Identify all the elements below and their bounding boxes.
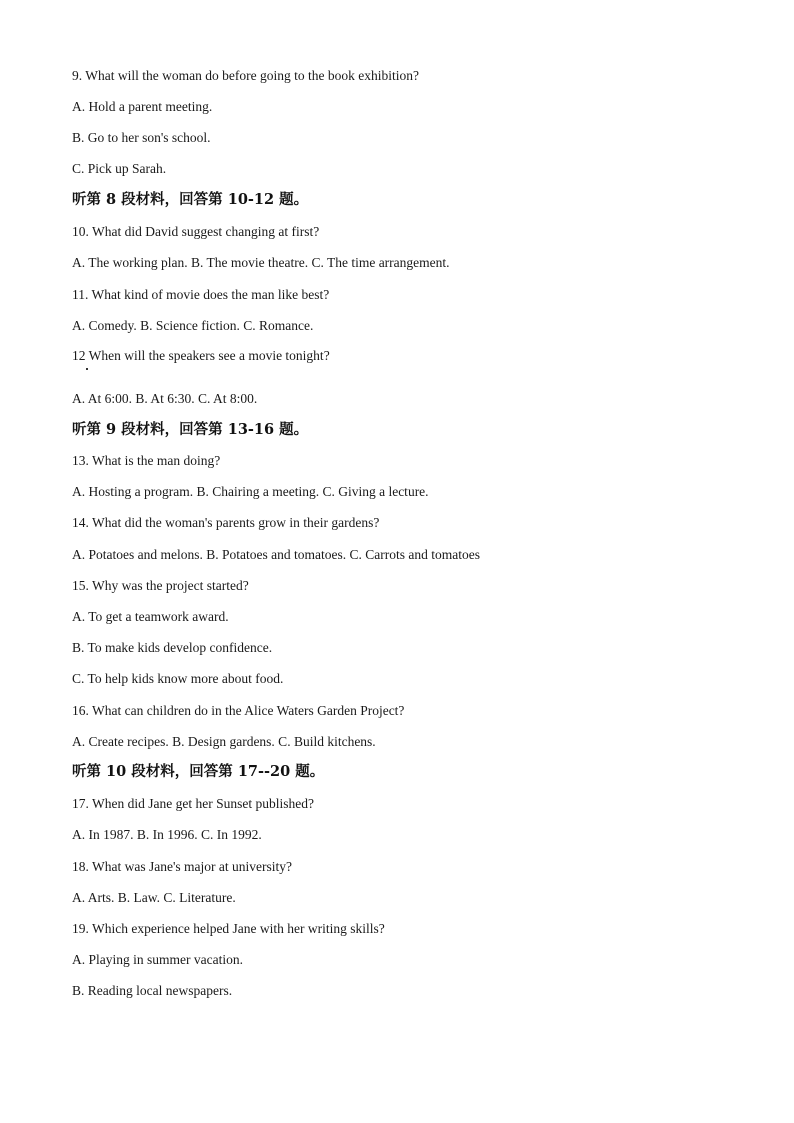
option-line: A. Comedy. B. Science fiction. C. Romance. [72,318,314,333]
question-16: 16. What can children do in the Alice Waters Garden Project? [72,703,405,718]
option-line: C. Pick up Sarah. [72,161,167,176]
option-line: A. Playing in summer vacation. [72,952,243,967]
question-12: 12 When will the speakers see a movie tonight? [72,348,330,363]
question-19: 19. Which experience helped Jane with her writing skills? [72,921,385,936]
option-line: A. Potatoes and melons. B. Potatoes and tomatoes. C. Carrots and tomatoes [72,547,480,562]
option-line: A. Arts. B. Law. C. Literature. [72,890,236,905]
option-line: C. To help kids know more about food. [72,671,284,686]
option-line: A. At 6:00. B. At 6:30. C. At 8:00. [72,391,258,406]
section-heading-10: 听第 10 段材料，回答第 17--20 题。 [72,763,325,780]
option-line: A. In 1987. B. In 1996. C. In 1992. [72,827,262,842]
question-15: 15. Why was the project started? [72,578,249,593]
option-line: B. To make kids develop confidence. [72,640,273,655]
question-18: 18. What was Jane's major at university? [72,859,293,874]
option-line: A. Hold a parent meeting. [72,99,213,114]
option-line: B. Go to her son's school. [72,130,211,145]
question-10: 10. What did David suggest changing at first? [72,224,320,239]
section-heading-9: 听第 9 段材料，回答第 13-16 题。 [72,421,309,438]
section-heading-8: 听第 8 段材料，回答第 10-12 题。 [72,191,309,208]
question-17: 17. When did Jane get her Sunset published? [72,796,314,811]
option-line: B. Reading local newspapers. [72,983,233,998]
question-9: 9. What will the woman do before going to the book exhibition? [72,68,419,83]
question-13: 13. What is the man doing? [72,453,221,468]
option-line: A. Create recipes. B. Design gardens. C. Build kitchens. [72,734,376,749]
option-line: A. To get a teamwork award. [72,609,229,624]
stray-mark [86,368,88,370]
question-11: 11. What kind of movie does the man like best? [72,287,330,302]
option-line: A. Hosting a program. B. Chairing a meeting. C. Giving a lecture. [72,484,429,499]
option-line: A. The working plan. B. The movie theatre. C. The time arrangement. [72,255,450,270]
question-14: 14. What did the woman's parents grow in their gardens? [72,515,380,530]
